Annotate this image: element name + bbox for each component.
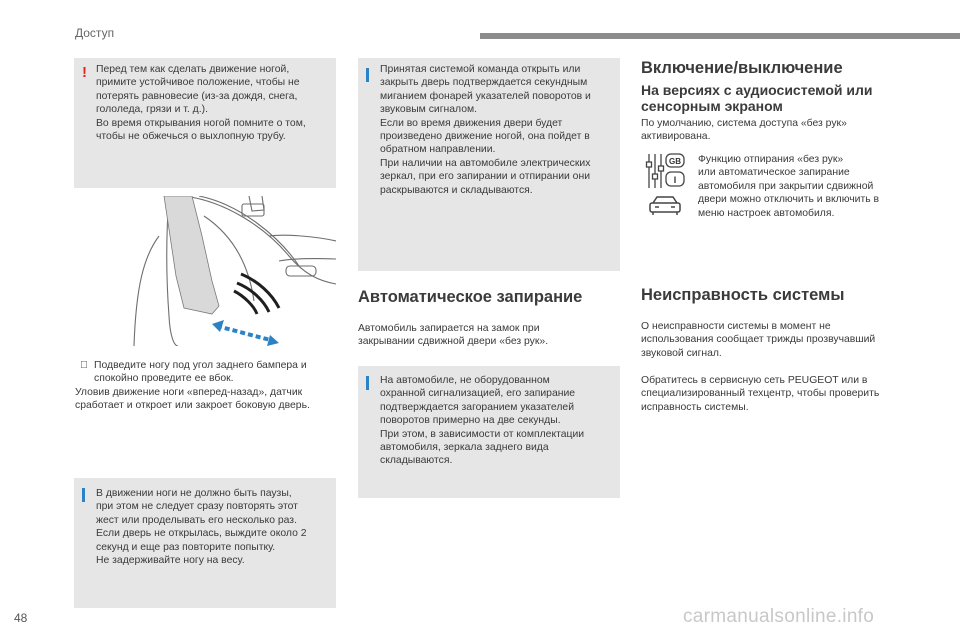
service-paragraph: Обратитесь в сервисную сеть PEUGEOT или в специализированный техцентр, чтобы проверить исправность системы. <box>641 375 880 413</box>
i-label: I <box>673 175 677 185</box>
settings-menu-text: Функцию отпирания «без рук» или автоматическое запирание автомобиля при закрытии сдвижной двери можно отключить и включить в меню настроек автомобиля. <box>698 154 880 219</box>
info-box-confirmation <box>358 58 620 271</box>
info-box-alarm <box>358 366 620 498</box>
watermark: carmanualsonline.info <box>683 606 875 627</box>
car-icon <box>647 194 683 216</box>
settings-sliders-icon <box>645 152 687 192</box>
auto-lock-paragraph: Автомобиль запирается на замок при закрывании сдвижной двери «без рук». <box>358 323 549 348</box>
info-text: Принятая системой команда открыть или закрыть дверь подтверждается секундным миганием фонарей указателей поворотов и звуковым сигналом. Если во время движения двери будет произведено движение ногой, она пойдет в обратном направлении. При наличии на автомобиле электрических зеркал, при его запирании и отпирании они раскрываются и складываются. <box>380 64 591 196</box>
default-state-paragraph: По умолчанию, система доступа «без рук» активирована. <box>641 118 847 143</box>
info-icon <box>366 376 369 390</box>
warning-text: Перед тем как сделать движение ногой, примите устойчивое положение, чтобы не потерять равновесие (из-за дождя, снега, гололеда, грязи и т. д.). Во время открывания ногой помните о том, чтобы не обжечься о выхлопную трубу. <box>96 64 306 143</box>
gb-label: GB <box>669 157 681 166</box>
heading-malfunction: Неисправность системы <box>641 286 845 304</box>
page-number: 48 <box>14 611 28 625</box>
info-icon <box>82 488 85 502</box>
heading-on-off: Включение/выключение <box>641 59 843 77</box>
warning-icon: ! <box>82 64 87 81</box>
info-text: На автомобиле, не оборудованном охранной сигнализацией, его запирание подтверждается загоранием указателей поворотов примерно на две секунды. При этом, в зависимости от комплектации автомобиля, зеркала заднего вида складываются. <box>380 375 585 467</box>
heading-auto-lock: Автоматическое запирание <box>358 288 583 306</box>
instruction-text: Подведите ногу под угол заднего бампера и спокойно проведите ее вбок. <box>94 360 307 385</box>
instruction-bullet <box>80 359 88 372</box>
foot-sensor-illustration <box>74 196 336 346</box>
info-text: В движении ноги не должно быть паузы, при этом не следует сразу повторять этот жест или проделывать его несколько раз. Если дверь не открылась, выждите около 2 секунд и еще раз повторите попытку. Не задерживайте ногу на весу. <box>96 488 307 567</box>
info-box-pause <box>74 478 336 608</box>
subheading-audio-versions: На версиях с аудиосистемой или сенсорным экраном <box>641 82 873 114</box>
instruction-continuation: Уловив движение ноги «вперед-назад», датчик сработает и откроет или закроет боковую дверь. <box>75 387 310 412</box>
header-bar <box>480 33 960 39</box>
warning-box <box>74 58 336 188</box>
section-title: Доступ <box>75 26 115 40</box>
info-icon <box>366 68 369 82</box>
malfunction-paragraph: О неисправности системы в момент не использования сообщает трижды прозвучавший звуковой сигнал. <box>641 321 876 359</box>
